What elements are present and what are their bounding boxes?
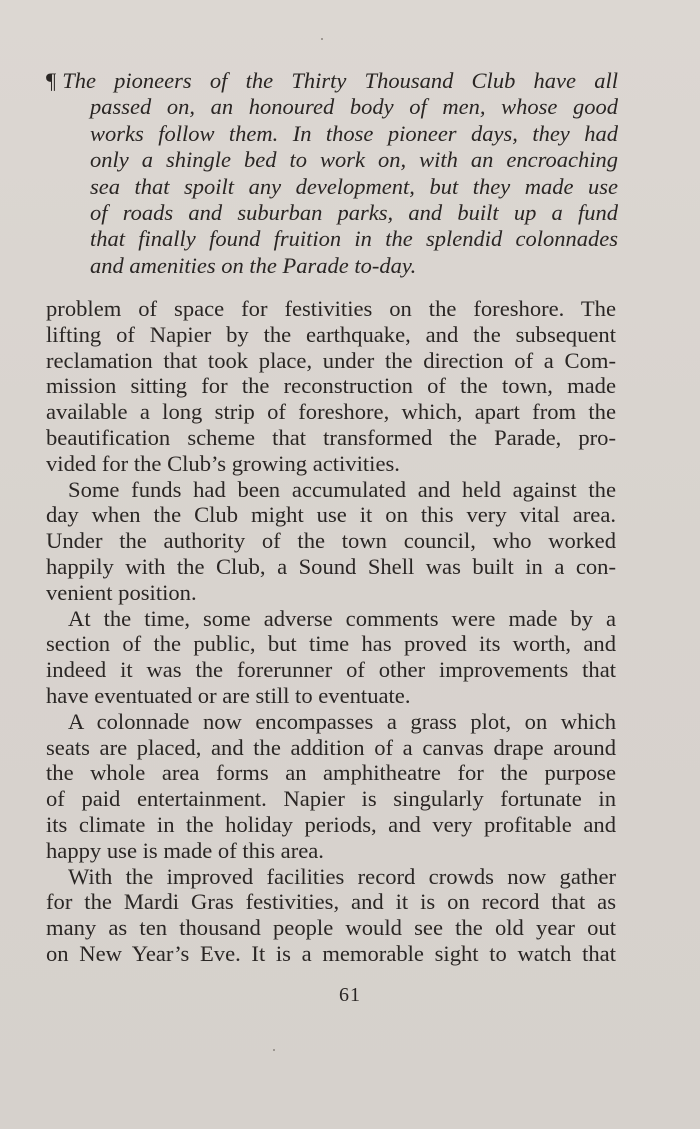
body-line: have eventuated or are still to eventuate.: [46, 682, 411, 708]
body-line: problem of space for festivities on the foreshore. The: [46, 296, 616, 321]
body-line: for the Mardi Gras festivities, and it is on record that as: [46, 889, 616, 915]
body-line: day when the Club might use it on this very vital area.: [46, 502, 616, 528]
body-line: indeed it was the forerunner of other improvements that: [46, 657, 616, 683]
body-line: venient position.: [46, 579, 197, 605]
intro-line: sea that spoilt any development, but they made use: [90, 173, 618, 199]
body-line: With the improved facilities record crowds now gather: [68, 863, 616, 889]
body-line: reclamation that took place, under the direction of a Com-: [46, 347, 616, 373]
body-text: [46, 296, 616, 967]
intro-line: ¶ The pioneers of the Thirty Thousand Club have all: [46, 68, 618, 93]
intro-line: that finally found fruition in the splendid colonnades: [90, 226, 618, 252]
intro-line: only a shingle bed to work on, with an encroaching: [90, 147, 618, 173]
body-line: beautification scheme that transformed the Parade, pro-: [46, 424, 616, 450]
body-line: mission sitting for the reconstruction of the town, made: [46, 373, 616, 399]
intro-line: of roads and suburban parks, and built up a fund: [90, 199, 618, 225]
body-line: its climate in the holiday periods, and very profitable and: [46, 811, 616, 837]
body-line: Under the authority of the town council, who worked: [46, 528, 616, 554]
pilcrow-mark: ¶: [46, 68, 57, 93]
intro-line: and amenities on the Parade to-day.: [90, 252, 417, 278]
body-line: many as ten thousand people would see the old year out: [46, 915, 616, 941]
body-line: the whole area forms an amphitheatre for the purpose: [46, 760, 616, 786]
body-line: vided for the Club’s growing activities.: [46, 450, 400, 476]
body-line: happily with the Club, a Sound Shell was built in a con-: [46, 553, 616, 579]
body-line: section of the public, but time has proved its worth, and: [46, 631, 616, 657]
intro-line: works follow them. In those pioneer days, they had: [90, 120, 618, 146]
body-line: available a long strip of foreshore, which, apart from the: [46, 399, 616, 425]
body-line: of paid entertainment. Napier is singularly fortunate in: [46, 786, 616, 812]
paper-speck: [321, 38, 323, 40]
body-line: seats are placed, and the addition of a canvas drape around: [46, 734, 616, 760]
intro-line: passed on, an honoured body of men, whose good: [90, 94, 618, 120]
page-number: 61: [339, 984, 361, 1006]
body-line: A colonnade now encompasses a grass plot, on which: [68, 708, 616, 734]
body-line: At the time, some adverse comments were made by a: [68, 605, 616, 631]
paper-speck: [273, 1049, 275, 1051]
intro-italic-paragraph: [46, 68, 618, 279]
body-line: Some funds had been accumulated and held against the: [68, 476, 616, 502]
body-line: happy use is made of this area.: [46, 837, 324, 863]
body-line: lifting of Napier by the earthquake, and the subsequent: [46, 321, 616, 347]
body-line: on New Year’s Eve. It is a memorable sight to watch that: [46, 940, 616, 966]
